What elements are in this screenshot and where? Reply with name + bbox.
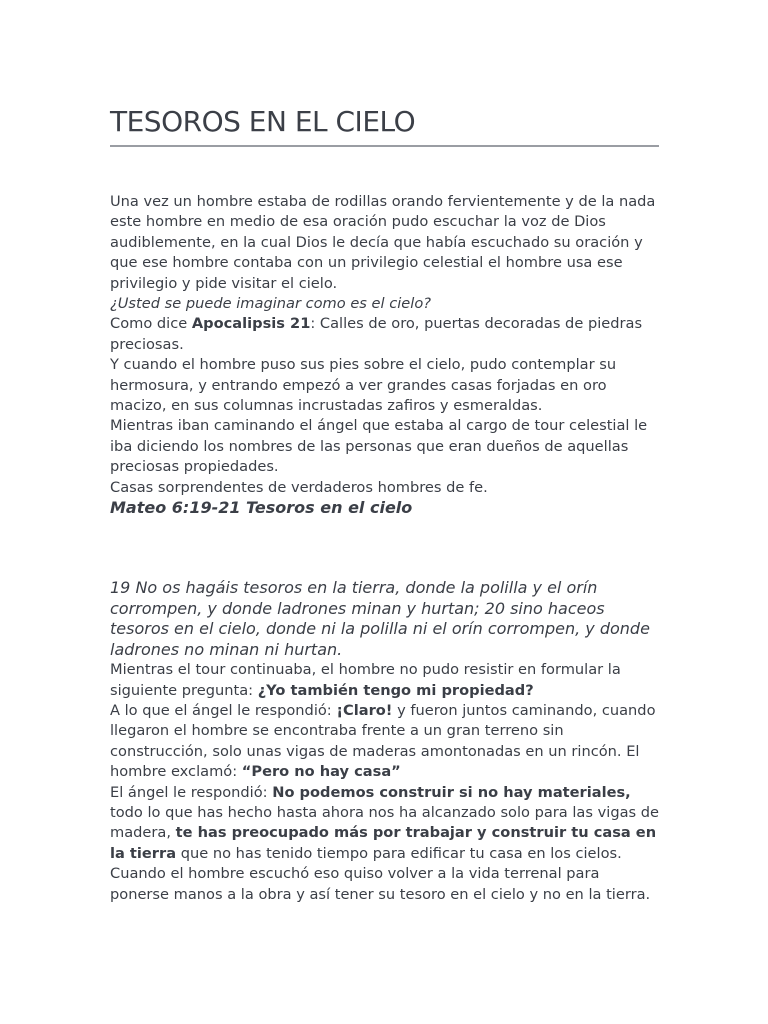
text-span: : Calles de oro, puertas decoradas de piedras preciosas. bbox=[110, 315, 643, 353]
angel-reply-paragraph bbox=[110, 701, 662, 783]
document-title: TESOROS EN EL CIELO bbox=[110, 105, 416, 138]
bible-verse: 19 No os hagáis tesoros en la tierra, donde la polilla y el orín corrompen, y donde ladrones minan y hurtan; 20 sino haceos tesoros en el cielo, donde ni la polilla ni el orín corrompen, y donde ladrones no minan ni hurtan. bbox=[110, 578, 650, 659]
bold-reference: Apocalipsis 21 bbox=[191, 315, 311, 333]
bold-exclamation: ¡Claro! bbox=[336, 701, 393, 719]
title-divider bbox=[110, 145, 659, 147]
text-span: que no has tenido tiempo para edificar tu casa en los cielos. Cuando el hombre escuchó eso quiso volver a la vida terrenal para ponerse manos a la obra y así tener su tesoro en el cielo y no en la tierra. bbox=[110, 844, 651, 903]
heaven-paragraph: Y cuando el hombre puso sus pies sobre el cielo, pudo contemplar su hermosura, y entrando empezó a ver grandes casas forjadas en oro macizo, en sus columnas incrustadas zafiros y esmeraldas. bbox=[110, 356, 617, 415]
bold-question: ¿Yo también tengo mi propiedad? bbox=[257, 681, 534, 699]
section-heading: Mateo 6:19-21 Tesoros en el cielo bbox=[110, 498, 413, 518]
question-paragraph bbox=[110, 660, 662, 701]
text-span: todo lo que has hecho hasta ahora nos ha alcanzado solo para las vigas de madera, bbox=[110, 803, 660, 842]
question-line: ¿Usted se puede imaginar como es el cielo? bbox=[110, 295, 432, 313]
apocalipsis-paragraph bbox=[110, 314, 662, 355]
houses-paragraph: Casas sorprendentes de verdaderos hombres de fe. bbox=[110, 478, 488, 496]
bold-quote: “Pero no hay casa” bbox=[241, 763, 401, 781]
closing-paragraph bbox=[110, 783, 662, 905]
text-span: Mientras el tour continuaba, el hombre no pudo resistir en formular la siguiente pregunta: bbox=[110, 661, 621, 699]
bold-materials: No podemos construir si no hay materiales, bbox=[272, 783, 631, 801]
intro-paragraph: Una vez un hombre estaba de rodillas orando fervientemente y de la nada este hombre en medio de esa oración pudo escuchar la voz de Dios audiblemente, en la cual Dios le decía que había escuchado su oración y que ese hombre contaba con un privilegio celestial el hombre usa ese privilegio y pide visitar el cielo. bbox=[110, 193, 656, 292]
text-span: Como dice bbox=[110, 315, 192, 333]
text-span: A lo que el ángel le respondió: bbox=[110, 701, 337, 719]
bold-worry: te has preocupado más por trabajar y construir tu casa en la tierra bbox=[110, 824, 657, 862]
document-body bbox=[110, 192, 662, 905]
text-span: y fueron juntos caminando, cuando llegaron el hombre se encontraba frente a un gran terreno sin construcción, solo unas vigas de maderas amontonadas en un rincón. El hombre exclamó: bbox=[110, 701, 656, 781]
text-span: El ángel le respondió: bbox=[110, 783, 273, 801]
angel-tour-paragraph: Mientras iban caminando el ángel que estaba al cargo de tour celestial le iba diciendo los nombres de las personas que eran dueños de aquellas preciosas propiedades. bbox=[110, 417, 648, 476]
